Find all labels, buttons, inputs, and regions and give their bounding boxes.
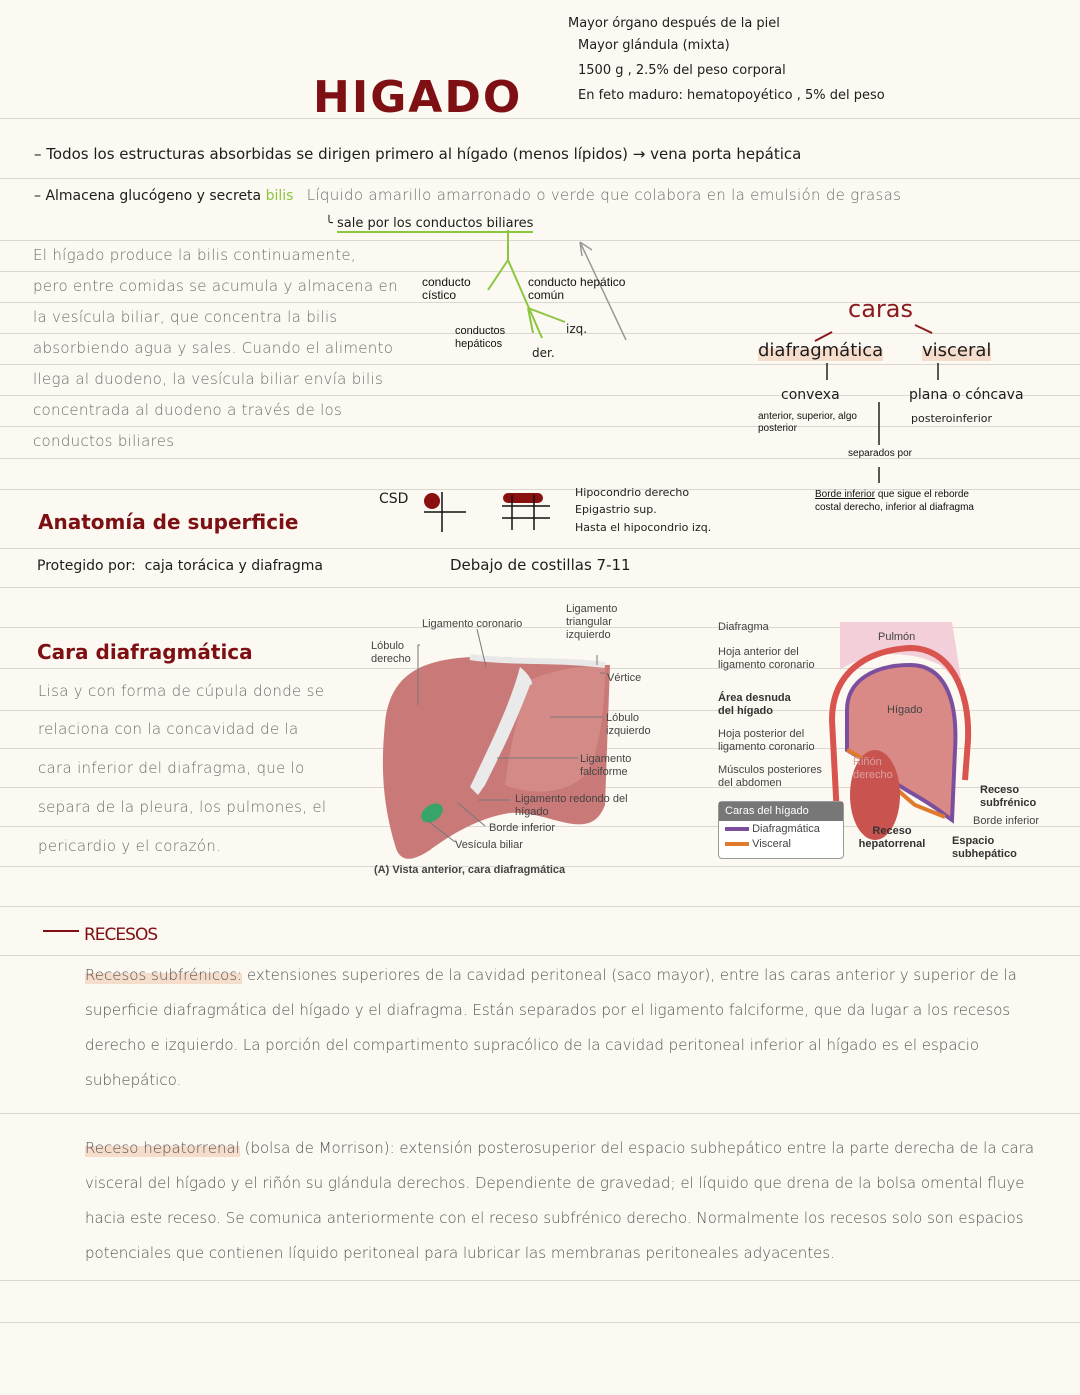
figB-label: Hoja anterior del ligamento coronario — [718, 646, 815, 671]
paragraph-line: pero entre comidas se acumula y almacena en — [33, 277, 398, 295]
borde-label: Borde inferior — [815, 489, 876, 500]
paragraph-text: extensiones superiores de la cavidad peritoneal (saco mayor), entre las caras anterior y superior de la superficie diafragmática del hígado y el diafragma. Están separados por el ligamento falciforme, que da lugar a los recesos derecho e izquierdo. La porción del compartimento supracólico de la cavidad peritoneal inferior al hígado es el espacio subhepático. — [85, 966, 1017, 1089]
figB-label: Riñón derecho — [853, 756, 893, 781]
figA-label: Lóbulo izquierdo — [606, 712, 651, 737]
figB-label: Hígado — [887, 704, 923, 716]
paragraph-text: (bolsa de Morrison): extensión posterosuperior del espacio subhepático entre la parte derecha de la cara visceral del hígado y el riñón su glándula derechos. Dependiente de gravedad; el líquido que drena de la bolsa omental fluye hacia este receso. Se comunica anteriormente con el receso subfrénico derecho. Normalmente los recesos solo son espacios potenciales que contienen líquido peritoneal para lubricar las membranas peritoneales adyacentes. — [85, 1139, 1035, 1262]
legend-title: Caras del hígado — [719, 802, 843, 821]
figB-label: Borde inferior — [973, 815, 1040, 827]
fact: 1500 g , 2.5% del peso corporal — [578, 63, 786, 78]
debajo-costillas: Debajo de costillas 7-11 — [450, 556, 631, 574]
caras-title: caras — [848, 295, 913, 323]
page-title: HIGADO — [313, 72, 523, 123]
region-line: Hasta el hipocondrio izq. — [575, 521, 712, 534]
legend-item-visceral — [719, 838, 843, 851]
paragraph-line: absorbiendo agua y sales. Cuando el alimento — [33, 339, 394, 357]
fact: Mayor glándula (mixta) — [578, 38, 730, 53]
paragraph-line: conductos biliares — [33, 432, 175, 450]
cara-diafragmatica-label: diafragmática — [758, 340, 884, 361]
figB-label: Músculos posteriores del abdomen — [718, 764, 822, 789]
term-highlight: Receso hepatorrenal — [85, 1139, 240, 1157]
figB-label: Receso subfrénico — [980, 784, 1037, 809]
legend-item-diafragmatica — [719, 821, 843, 838]
fact: En feto maduro: hematopoyético , 5% del peso — [578, 88, 885, 103]
paragraph-line: cara inferior del diafragma, que lo — [38, 759, 305, 777]
legend-label: Visceral — [752, 838, 791, 850]
figB-label: Espacio subhepático — [952, 835, 1017, 860]
duct-label-izq: izq. — [566, 322, 588, 336]
figB-label: Receso hepatorrenal — [858, 825, 926, 850]
quadrant-icon — [420, 490, 470, 535]
bilis-definition: Líquido amarillo amarronado o verde que colabora en la emulsión de grasas — [306, 186, 902, 204]
regions-grid-icon — [500, 490, 552, 532]
intro-line-1: – Todos los estructuras absorbidas se dirigen primero al hígado (menos lípidos) → vena porta hepática — [34, 145, 802, 163]
figA-label: Borde inferior — [489, 822, 556, 834]
convexa-label: convexa — [781, 387, 840, 403]
convexa-desc: anterior, superior, algo posterior — [758, 411, 857, 434]
region-line: Hipocondrio derecho — [575, 486, 690, 499]
intro-text: sale por los conductos biliares — [336, 216, 534, 231]
figA-label: Ligamento coronario — [422, 618, 523, 630]
figA-caption: (A) Vista anterior, cara diafragmática — [374, 864, 566, 876]
figB-legend — [718, 801, 844, 859]
paragraph-line: Lisa y con forma de cúpula donde se — [38, 682, 325, 700]
duct-label-hepaticos: conductos hepáticos — [455, 325, 506, 350]
liver-sagittal-illustration — [820, 610, 980, 840]
paragraph-line: relaciona con la concavidad de la — [38, 720, 299, 738]
receso-hepatorrenal-paragraph — [85, 1131, 1045, 1271]
figA-label: Ligamento triangular izquierdo — [566, 603, 618, 641]
paragraph-line: El hígado produce la bilis continuamente, — [33, 246, 357, 264]
protegido-line — [37, 558, 323, 574]
intro-text: Todos los estructuras absorbidas se dirigen primero al hígado (menos lípidos) → vena porta hepática — [46, 145, 802, 163]
separados-label: separados por — [848, 448, 912, 459]
borde-inferior-note — [815, 488, 975, 514]
bilis-word: bilis — [265, 188, 294, 204]
figB-label: Hoja posterior del ligamento coronario — [718, 728, 815, 753]
paragraph-line: la vesícula biliar, que concentra la bilis — [33, 308, 338, 326]
csd-label: CSD — [379, 491, 409, 507]
figA-label: Vértice — [607, 672, 642, 684]
legend-swatch — [725, 827, 749, 831]
borde-desc: que sigue el reborde costal derecho, inferior al diafragma — [815, 489, 974, 513]
intro-text: Almacena glucógeno y secreta — [45, 188, 262, 204]
paragraph-line: llega al duodeno, la vesícula biliar envía bilis — [33, 370, 384, 388]
figB-label: Pulmón — [878, 631, 916, 643]
plana-label: plana o cóncava — [909, 387, 1024, 403]
duct-label-der: der. — [532, 346, 555, 360]
recesos-subfrenicos-paragraph — [85, 958, 1045, 1098]
fact: Mayor órgano después de la piel — [568, 16, 780, 31]
figA-label: Lóbulo derecho — [371, 640, 411, 665]
paragraph-line: pericardio y el corazón. — [38, 837, 222, 855]
plana-desc: posteroinferior — [911, 412, 993, 425]
legend-swatch — [725, 842, 749, 846]
figA-label: Ligamento falciforme — [580, 753, 632, 778]
duct-label-cistico: conducto cístico — [422, 275, 471, 302]
protegido-label: Protegido por: — [37, 558, 136, 574]
term-highlight: Recesos subfrénicos: — [85, 966, 243, 984]
duct-label-hepatico-comun: conducto hepático común — [528, 275, 626, 302]
figA-label: Ligamento redondo del hígado — [515, 793, 628, 818]
anatomia-title: Anatomía de superficie — [38, 510, 299, 534]
paragraph-line: separa de la pleura, los pulmones, el — [38, 798, 327, 816]
figB-label: Área desnuda del hígado — [718, 692, 791, 717]
paragraph-line: concentrada al duodeno a través de los — [33, 401, 343, 419]
recesos-title: RECESOS — [84, 925, 158, 945]
cara-diafragmatica-title: Cara diafragmática — [37, 640, 253, 664]
cara-visceral-label: visceral — [922, 340, 992, 361]
region-line: Epigastrio sup. — [575, 503, 657, 516]
figB-label: Diafragma — [718, 621, 769, 633]
figA-label: Vesícula biliar — [455, 839, 523, 851]
legend-label: Diafragmática — [752, 823, 820, 835]
protegido-value: caja torácica y diafragma — [144, 558, 323, 574]
intro-line-3: ╰ sale por los conductos biliares — [325, 216, 534, 231]
recesos-dash — [43, 930, 79, 932]
liver-anterior-illustration — [360, 595, 690, 885]
intro-line-2: – Almacena glucógeno y secreta bilis Líquido amarillo amarronado o verde que colabora en la emulsión de grasas — [34, 186, 902, 204]
